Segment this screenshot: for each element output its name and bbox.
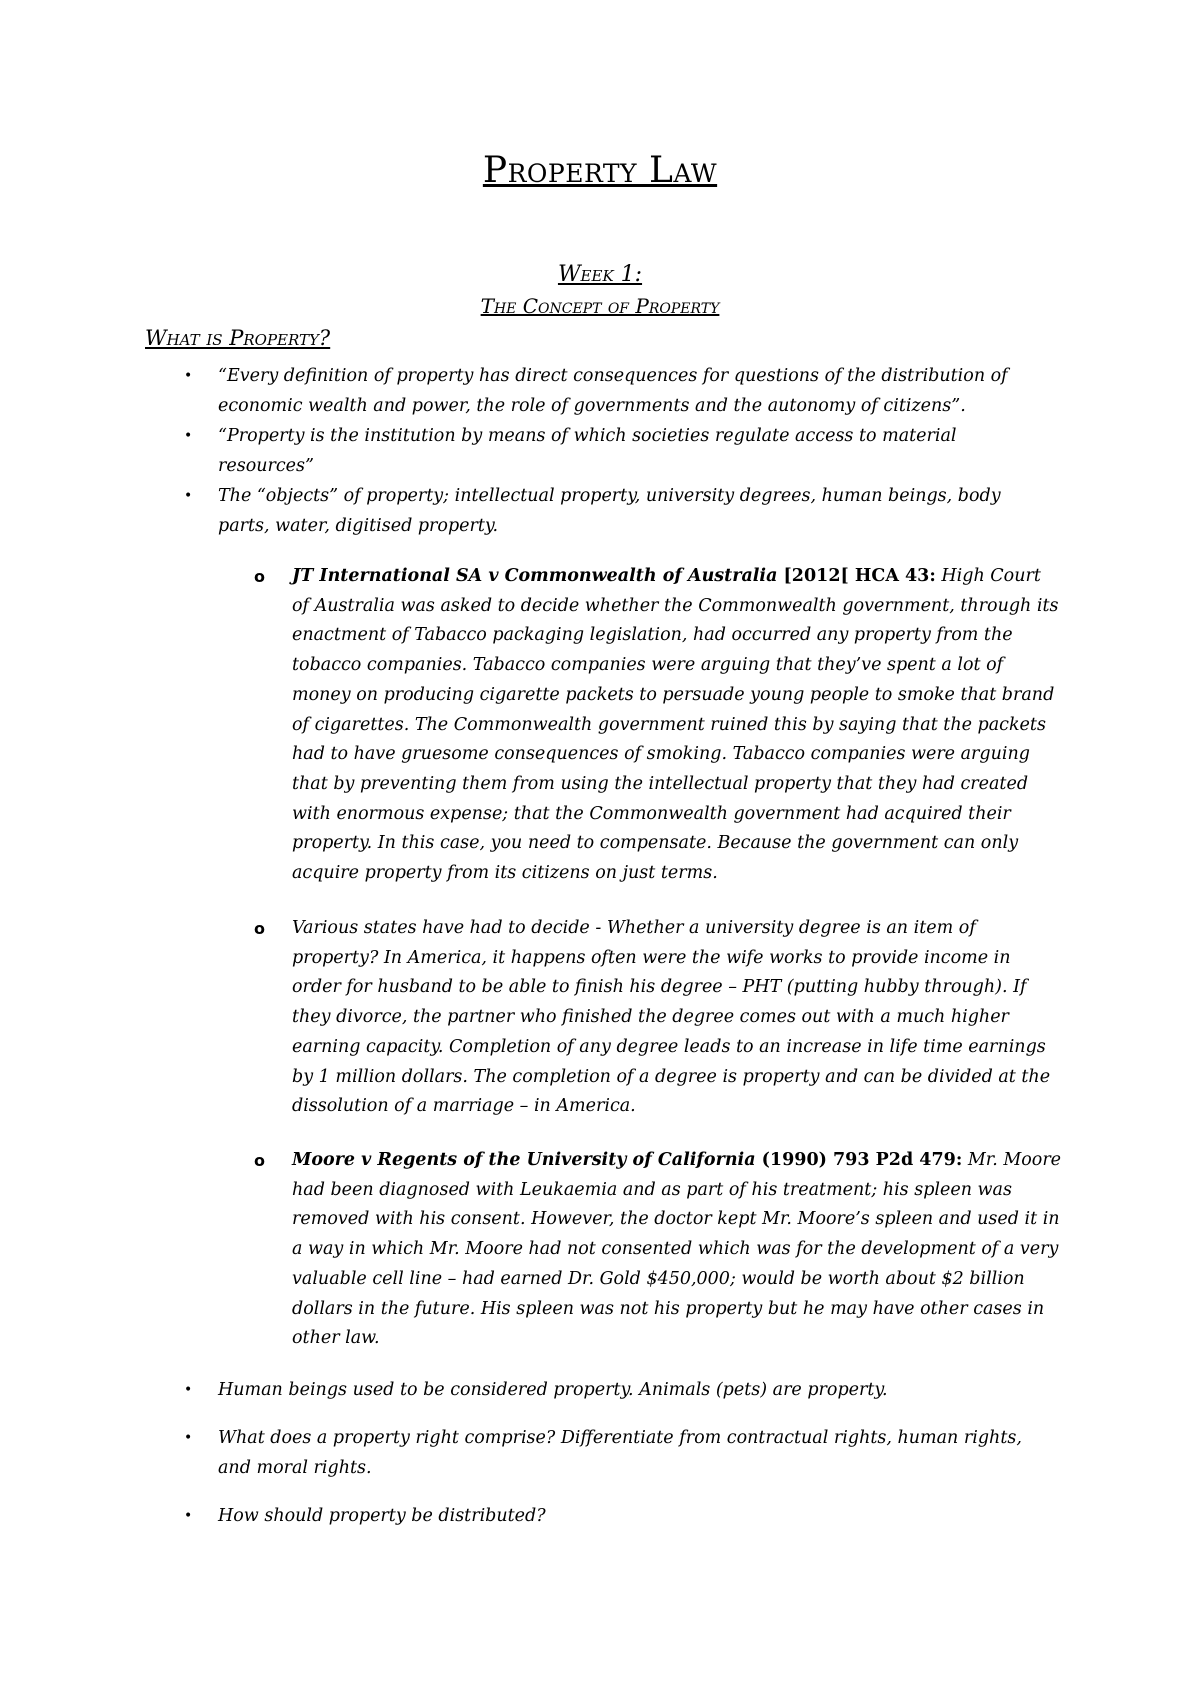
week-subtitle: The Concept of Property <box>480 294 720 318</box>
bullet-text: Human beings used to be considered property. Animals (pets) are property. <box>218 1380 888 1400</box>
case-name: JT International SA v Commonwealth of Australia <box>292 566 778 586</box>
bullet-item <box>184 362 1053 421</box>
bullet-icon: • <box>184 368 193 384</box>
bullet-item <box>184 422 1053 481</box>
sub-bullet-icon: o <box>254 919 265 938</box>
bullet-item <box>184 1376 1053 1406</box>
bullet-text: “Every definition of property has direct consequences for questions of the distribution of economic wealth and power, the role of governments and the autonomy of citizens”. <box>218 366 1008 416</box>
bullet-icon: • <box>184 488 193 504</box>
bullet-text: “Property is the institution by means of which societies regulate access to material resources” <box>218 426 957 476</box>
bullet-icon: • <box>184 1382 193 1398</box>
sub-list-item <box>254 1146 1062 1354</box>
bullet-item <box>184 1424 1053 1483</box>
case-text: Mr. Moore had been diagnosed with Leukaemia and as part of his treatment; his spleen was removed with his consent. However, the doctor kept Mr. Moore’s spleen and used it in a way in which Mr. Moore had not consented which was for the development of a very valuable cell line – had earned Dr. Gold $450,000; would be worth about $2 billion dollars in the future. His spleen was not his property but he may have other cases in other law. <box>292 1150 1062 1349</box>
bullet-icon: • <box>184 1508 193 1524</box>
bullet-text: What does a property right comprise? Differentiate from contractual rights, human rights, and moral rights. <box>218 1428 1022 1478</box>
case-text: High Court of Australia was asked to decide whether the Commonwealth government, through its enactment of Tabacco packaging legislation, had occurred any property from the tobacco companies. Tabacco companies were arguing that they’ve spent a lot of money on producing cigarette packets to persuade young people to smoke that brand of cigarettes. The Commonwealth government ruined this by saying that the packets had to have gruesome consequences of smoking. Tabacco companies were arguing that by preventing them from using the intellectual property that they had created with enormous expense; that the Commonwealth government had acquired their property. In this case, you need to compensate. Because the government can only acquire property from its citizens on just terms. <box>292 566 1059 884</box>
bullet-icon: • <box>184 1430 193 1446</box>
bullet-item <box>184 482 1053 541</box>
bullet-text: The “objects” of property; intellectual property, university degrees, human beings, body parts, water, digitised property. <box>218 486 1001 536</box>
case-citation: (1990) 793 P2d 479: <box>755 1150 963 1170</box>
week-heading: Week 1: <box>557 262 643 287</box>
bullet-item <box>184 1502 1053 1532</box>
sub-list-item <box>254 562 1062 889</box>
case-name: Moore v Regents of the University of California <box>292 1150 756 1170</box>
sub-list-item <box>254 914 1062 1122</box>
document-title: Property Law <box>482 150 718 191</box>
bullet-icon: • <box>184 428 193 444</box>
bullet-text: How should property be distributed? <box>218 1506 546 1526</box>
sub-bullet-icon: o <box>254 567 265 586</box>
section-heading: What is Property? <box>145 326 331 350</box>
sub-bullet-icon: o <box>254 1151 265 1170</box>
case-citation: [2012[ HCA 43: <box>777 566 936 586</box>
case-text: Various states have had to decide - Whether a university degree is an item of property? In America, it happens often were the wife works to provide income in order for husband to be able to finish his degree – PHT (putting hubby through). If they divorce, the partner who finished the degree comes out with a much higher earning capacity. Completion of any degree leads to an increase in life time earnings by 1 million dollars. The completion of a degree is property and can be divided at the dissolution of a marriage – in America. <box>292 918 1051 1117</box>
